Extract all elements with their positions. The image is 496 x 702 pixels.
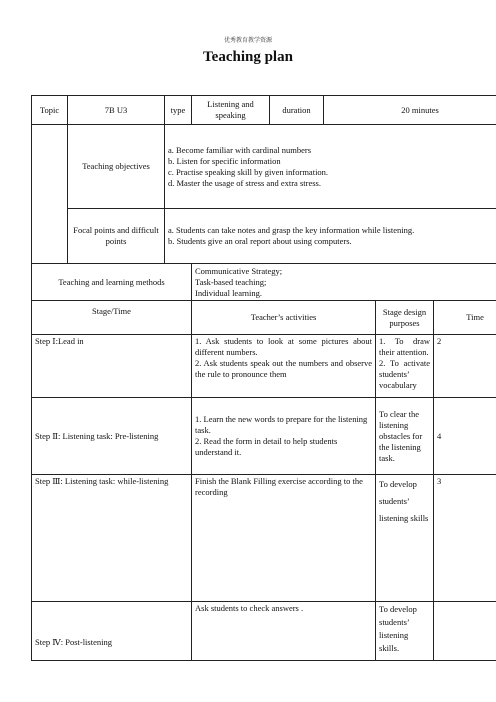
table-row (32, 602, 496, 661)
activity-item: 1. Ask students to look at some pictures about different numbers. (195, 336, 373, 357)
type-value: Listening and speaking (192, 96, 270, 125)
topic-value: 7B U3 (68, 96, 165, 125)
col-header-purposes: Stage design purposes (376, 301, 434, 335)
objective-item: c. Practise speaking skill by given information. (168, 166, 329, 177)
objectives-label: Teaching objectives (68, 125, 165, 209)
blank-left-cell (32, 125, 68, 264)
duration-label: duration (270, 96, 324, 125)
stage-activities (192, 398, 376, 475)
methods-list (192, 264, 496, 301)
activity-item: 2. Ask students speak out the numbers and observe the rule to pronounce them (195, 358, 373, 379)
focal-item: b. Students give an oral report about using computers. (168, 236, 352, 246)
purpose-item: 1. To draw their attention. (379, 336, 431, 357)
stage-name: Step Ⅱ: Listening task: Pre-listening (32, 398, 192, 475)
stage-time (434, 602, 496, 661)
teaching-plan-table (31, 95, 496, 661)
type-label: type (165, 96, 192, 125)
stage-name: Step Ⅳ: Post-listening (32, 602, 192, 661)
stage-activities: Ask students to check answers . (192, 602, 376, 661)
focal-item: a. Students can take notes and grasp the key information while listening. (168, 225, 415, 235)
purpose-item: 2. To activate students’ vocabulary (379, 358, 431, 390)
activity-item: 2. Read the form in detail to help students understand it. (195, 436, 338, 457)
objective-item: b. Listen for specific information (168, 155, 281, 166)
method-item: Task-based teaching; (195, 276, 267, 287)
table-row (32, 398, 496, 475)
topic-label: Topic (32, 96, 68, 125)
stage-purposes: To clear the listening obstacles for the listening task. (376, 398, 434, 475)
focal-label: Focal points and difficult points (68, 209, 165, 264)
page-header: 优秀教育教学资源 (223, 38, 272, 44)
stage-activities (192, 335, 376, 398)
method-item: Individual learning. (195, 287, 263, 298)
methods-label: Teaching and learning methods (32, 264, 192, 301)
col-header-activities: Teacher’s activities (192, 301, 376, 335)
objectives-list (165, 125, 496, 209)
stage-activities: Finish the Blank Filling exercise according to the recording (192, 475, 376, 602)
col-header-stage: Stage/Time (32, 301, 192, 335)
objective-item: a. Become familiar with cardinal numbers (168, 144, 312, 155)
table-row (32, 475, 496, 602)
table-row (32, 335, 496, 398)
stage-name: Step Ⅰ:Lead in (32, 335, 192, 398)
col-header-time: Time (434, 301, 496, 335)
stage-purposes (376, 335, 434, 398)
method-item: Communicative Strategy; (195, 265, 283, 276)
stage-purposes: To develop students’ listening skills. (376, 602, 434, 661)
activity-item: 1. Learn the new words to prepare for the listening task. (195, 414, 368, 435)
stage-time: 3 (434, 475, 496, 602)
stage-time: 4 (434, 398, 496, 475)
duration-value: 20 minutes (324, 96, 496, 125)
focal-list (165, 209, 496, 264)
objective-item: d. Master the usage of stress and extra stress. (168, 177, 321, 188)
page-title: Teaching plan (203, 49, 293, 65)
stage-time: 2 (434, 335, 496, 398)
stage-purposes: To develop students’ listening skills (376, 475, 434, 602)
stage-name: Step Ⅲ: Listening task: while-listening (32, 475, 192, 602)
